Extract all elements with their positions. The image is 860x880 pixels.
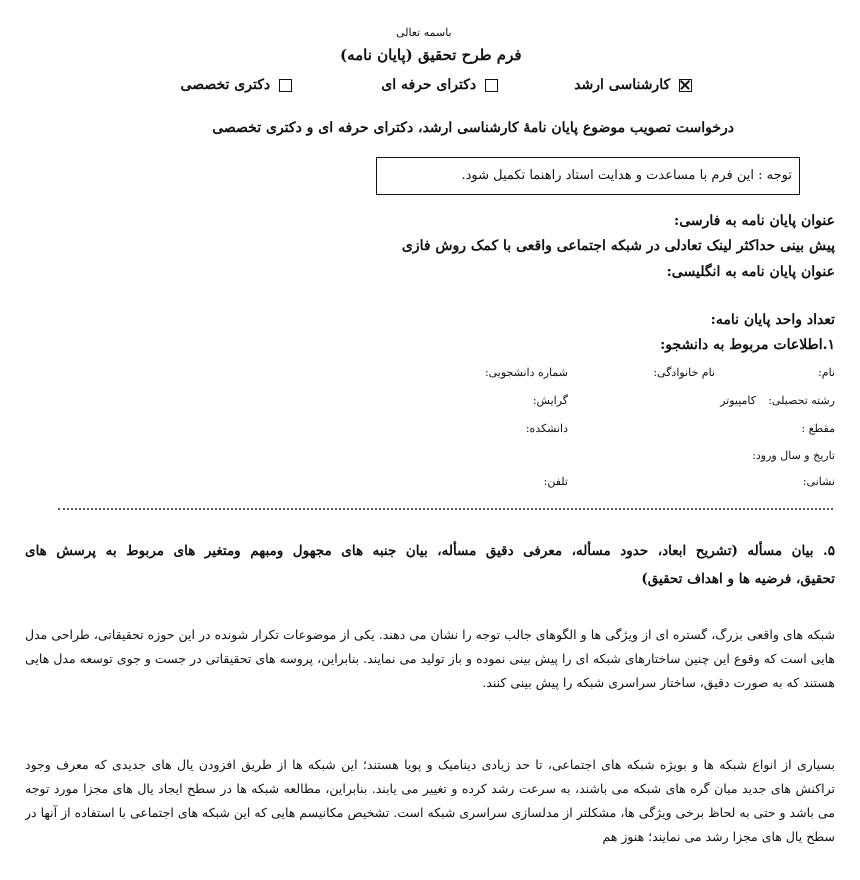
form-title: فرم طرح تحقیق (پایان نامه) <box>340 46 522 64</box>
major-label: رشته تحصیلی: <box>768 394 835 407</box>
address-label: نشانی: <box>802 475 835 488</box>
faculty-label: دانشکده: <box>525 422 568 435</box>
option-label: دکترای حرفه ای <box>381 77 477 93</box>
option-label: کارشناسی ارشد <box>574 77 671 93</box>
entry-date-label: تاریخ و سال ورود: <box>752 449 835 462</box>
note-text: توجه : این فرم با مساعدت و هدایت استاد راهنما تکمیل شود. <box>461 168 792 183</box>
family-label: نام خانوادگی: <box>653 366 715 379</box>
level-label: مقطع : <box>801 422 835 435</box>
option-masters[interactable] <box>574 77 692 93</box>
checkbox-icon[interactable] <box>279 79 292 92</box>
fa-title-label: عنوان پایان نامه به فارسی: <box>674 213 835 229</box>
major-value: کامپیوتر <box>720 394 756 407</box>
section5-paragraph-1: شبکه های واقعی بزرگ، گستره ای از ویژگی ها و الگوهای جالب توجه را نشان می دهند. یکی از موضوعات تکرار شونده در این حوزه تحقیقاتی، طراحی مدل هایی است که وقوع این چنین ساختارهای شبکه ای را پیش بینی نموده و باز تولید می نمایند. بنابراین، پروسه های تحقیقاتی در جست و جوی توسعه مدل هایی هستند که به صورت دقیق، ساختار سراسری شبکه را پیش بینی کنند. <box>25 627 835 690</box>
section5-heading-line2: تحقیق، فرضیه ها و اهداف تحقیق) <box>641 571 835 587</box>
option-label: دکتری تخصصی <box>180 77 271 93</box>
checkbox-icon[interactable] <box>485 79 498 92</box>
request-line: درخواست تصویب موضوع پایان نامۀ کارشناسی ارشد، دکترای حرفه ای و دکتری تخصصی <box>212 120 734 136</box>
basmala: باسمه تعالی <box>396 26 452 39</box>
name-label: نام: <box>818 366 835 379</box>
option-professional-doctorate[interactable] <box>381 77 498 93</box>
option-phd[interactable] <box>181 77 292 93</box>
section5-paragraph-2: بسیاری از انواع شبکه ها و بویژه شبکه های اجتماعی، تا حد زیادی دینامیک و پویا هستند؛ این شبکه ها از طریق افزودن یال های جدیدی که معرف وجود تراکنش های جدید میان گره های شبکه می باشند، به سرعت رشد کرده و تغییر می یابند. بنابراین، مطالعه شبکه ها در سطح ایجاد یال های مجزا مورد توجه می باشد و حتی به لحاظ برخی ویژگی ها، مشکلتر از مدلسازی سراسری شبکه است. تشخیص مکانیسم هایی که این شبکه های اجتماعی با استفاده از آنها در سطح یال های مجزا رشد می نمایند؛ هنوز هم <box>25 757 835 844</box>
en-title-label: عنوان پایان نامه به انگلیسی: <box>666 264 835 280</box>
orientation-label: گرایش: <box>532 394 568 407</box>
phone-label: تلفن: <box>543 475 568 488</box>
divider <box>58 508 833 510</box>
units-label: تعداد واحد پایان نامه: <box>710 312 835 328</box>
checkbox-checked-icon[interactable] <box>679 79 692 92</box>
student-section-heading: ۱.اطلاعات مربوط به دانشجو: <box>660 337 835 353</box>
fa-title-value: پیش بینی حداکثر لینک تعادلی در شبکه اجتماعی واقعی با کمک روش فازی <box>401 238 835 254</box>
section5-heading-line1: ۵. بیان مسأله (تشریح ابعاد، حدود مسأله، معرفی دقیق مسأله، بیان جنبه های مجهول ومبهم ومتغیر های مربوط به پرسش های <box>25 543 835 559</box>
student-number-label: شماره دانشجویی: <box>484 366 568 379</box>
